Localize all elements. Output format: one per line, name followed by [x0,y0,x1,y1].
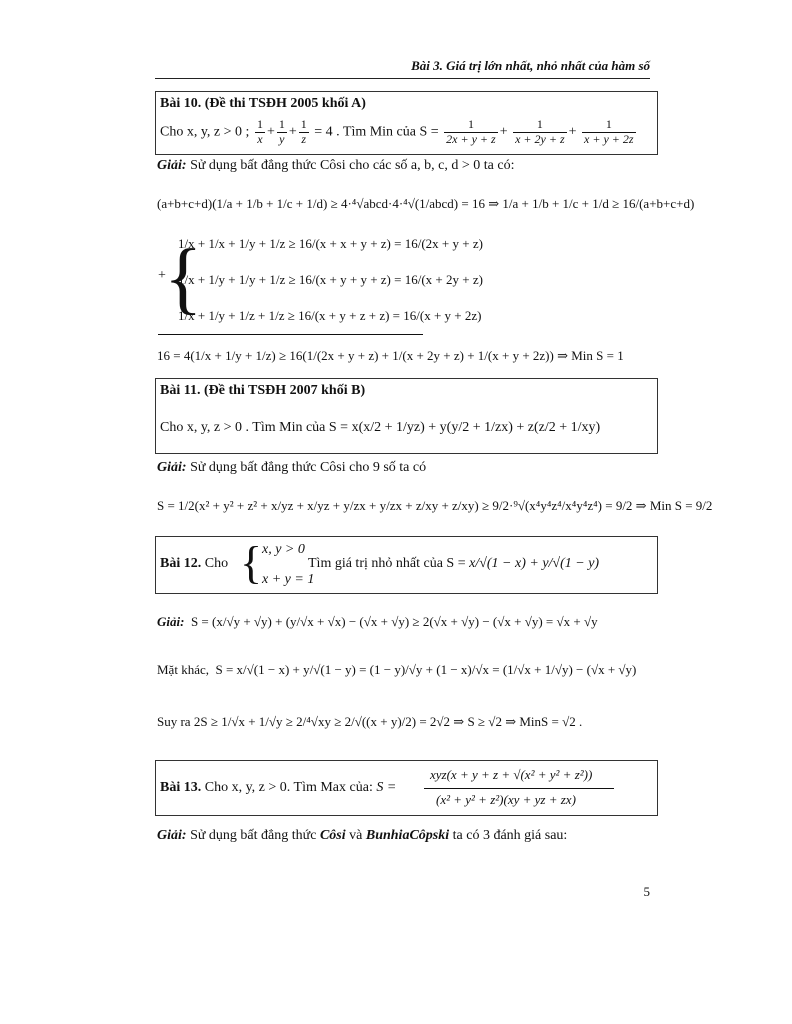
solution-10-cosi-inequality: (a+b+c+d)(1/a + 1/b + 1/c + 1/d) ≥ 4·⁴√abcd·4·⁴√(1/abcd) = 16 ⇒ 1/a + 1/b + 1/c + 1/d ≥ 16/(a+b+c+d) [157,196,695,211]
problem-13-fraction-bar [424,788,614,789]
system-line-2: 1/x + 1/y + 1/y + 1/z ≥ 16/(x + y + y + z) = 16/(x + 2y + z) [178,272,483,287]
sum-rule [158,334,423,335]
solution-10-intro: Giải: Sử dụng bất đẳng thức Côsi cho các số a, b, c, d > 0 ta có: [157,158,515,173]
solution-12-line-1: Giải: S = (x/√y + √y) + (y/√x + √x) − (√x + √y) ≥ 2(√x + √y) − (√x + √y) = √x + √y [157,614,598,629]
problem-10-statement: Cho x, y, z > 0 ; $\frac{1}{x}$ + $\frac{1}{y}$ + $\frac{1}{z}$ = 4 . Tìm Min của S = $\frac{1}{2x + y + z}$ + $\frac{1}{x + 2y + z}$ + $\frac{1}{x + y + 2z}$ [160,117,634,146]
running-header: Bài 3. Giá trị lớn nhất, nhỏ nhất của hàm số [155,58,650,79]
plus-sign: + [158,268,166,283]
condition-brace: { [240,537,263,588]
condition-1: x, y > 0 [262,542,305,557]
problem-11-title: Bài 11. (Đề thi TSĐH 2007 khối B) [160,383,366,398]
solution-12-line-3: Suy ra 2S ≥ 1/√x + 1/√y ≥ 2/⁴√xy ≥ 2/√((x + y)/2) = 2√2 ⇒ S ≥ √2 ⇒ MinS = √2 . [157,714,583,729]
solution-12-line-2: Mặt khác, S = x/√(1 − x) + y/√(1 − y) = (1 − y)/√y + (1 − x)/√x = (1/√x + 1/√y) − (√x + √y) [157,662,637,677]
solution-10-conclusion: 16 = 4(1/x + 1/y + 1/z) ≥ 16(1/(2x + y + z) + 1/(x + 2y + z) + 1/(x + y + 2z)) ⇒ Min S = 1 [157,348,624,363]
problem-11-statement: Cho x, y, z > 0 . Tìm Min của S = x(x/2 + 1/yz) + y(y/2 + 1/zx) + z(z/2 + 1/xy) [160,420,601,435]
system-line-1: 1/x + 1/x + 1/y + 1/z ≥ 16/(x + x + y + z) = 16/(2x + y + z) [178,236,483,251]
problem-13-numerator: xyz(x + y + z + √(x² + y² + z²)) [430,767,593,782]
problem-13-denominator: (x² + y² + z²)(xy + yz + zx) [436,792,576,807]
problem-12-statement: Bài 12. Cho [160,556,229,571]
solution-11-intro: Giải: Sử dụng bất đẳng thức Côsi cho 9 số ta có [157,460,427,475]
problem-12-task: Tìm giá trị nhỏ nhất của S = x/√(1 − x) + y/√(1 − y) [308,556,600,571]
page-number: 5 [643,884,650,899]
problem-10-title: Bài 10. (Đề thi TSĐH 2005 khối A) [160,96,366,111]
system-line-3: 1/x + 1/y + 1/z + 1/z ≥ 16/(x + y + z + z) = 16/(x + y + 2z) [178,308,482,323]
solution-13-intro: Giải: Sử dụng bất đẳng thức Côsi và BunhiaCôpski ta có 3 đánh giá sau: [157,828,568,843]
problem-13-statement: Bài 13. Cho x, y, z > 0. Tìm Max của: S = [160,780,397,795]
condition-2: x + y = 1 [262,572,315,587]
system-brace: { [164,234,203,322]
solution-11-inequality: S = 1/2(x² + y² + z² + x/yz + x/yz + y/zx + y/zx + z/xy + z/xy) ≥ 9/2·⁹√(x⁴y⁴z⁴/x⁴y⁴z⁴) = 9/2 ⇒ Min S = 9/2 [157,498,713,513]
